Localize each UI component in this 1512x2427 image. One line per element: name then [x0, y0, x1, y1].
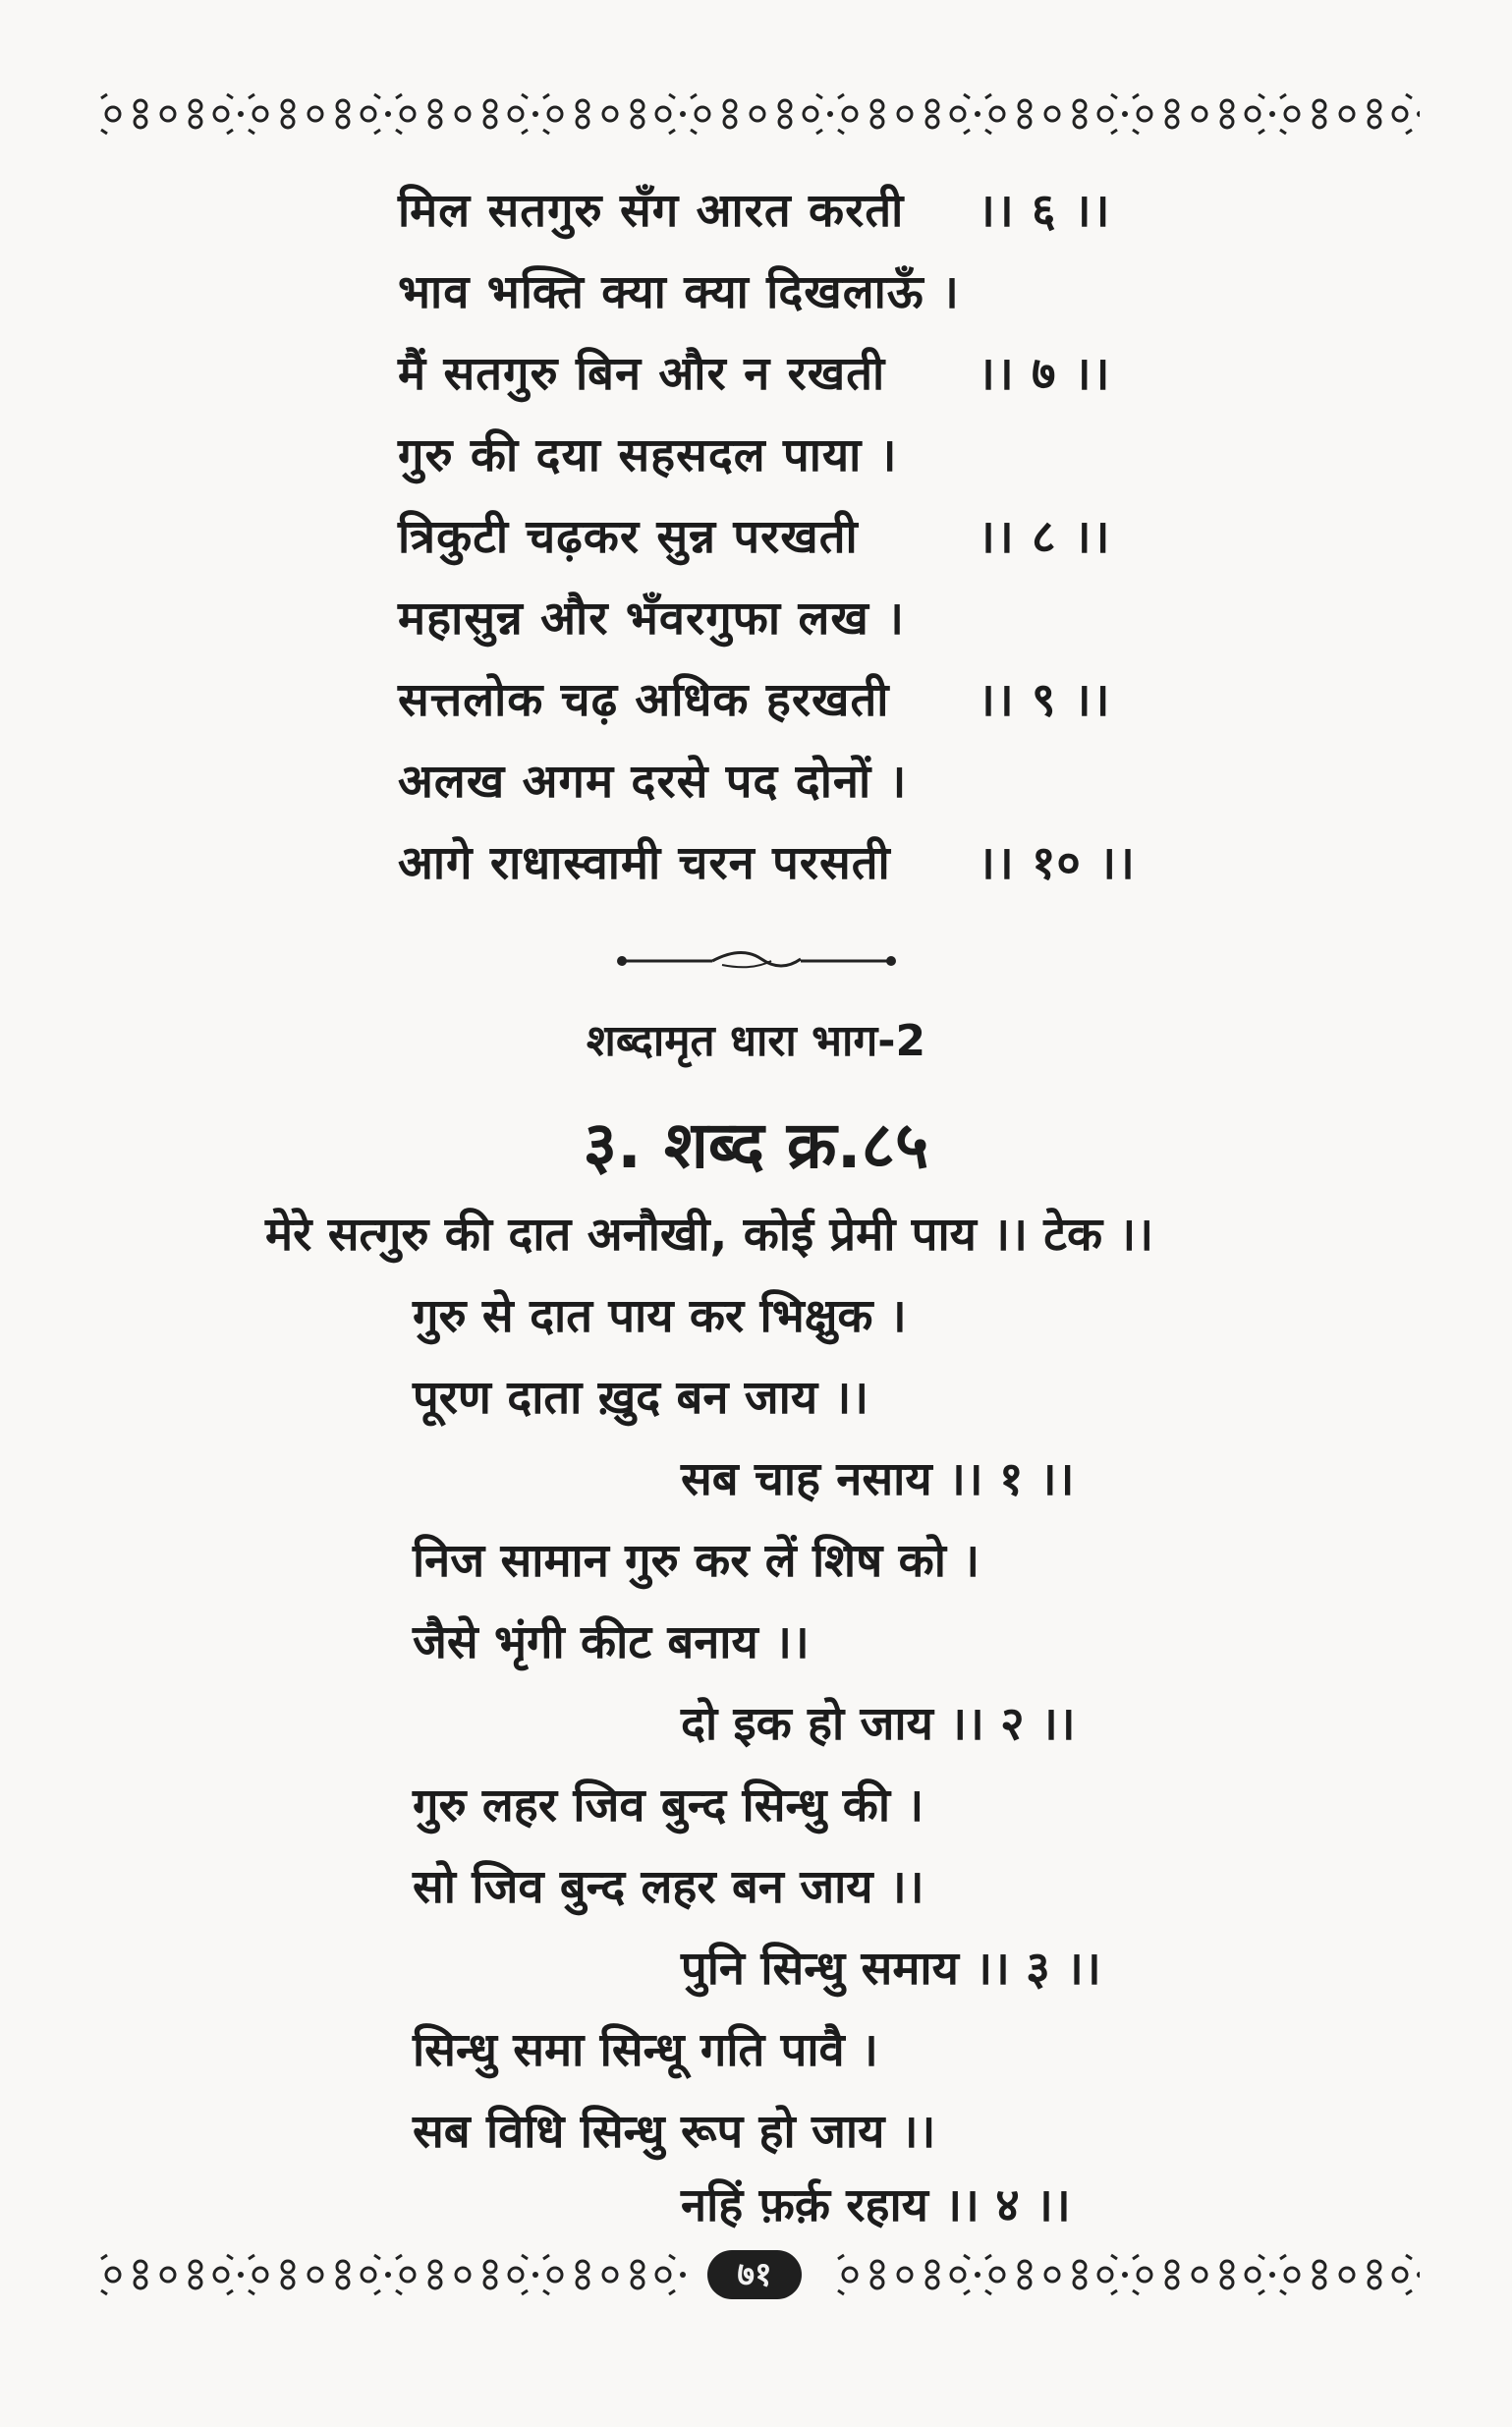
shabd-line: निज सामान गुरु कर लें शिष को ।: [413, 1534, 980, 1588]
verse-number: ।। १० ।।: [978, 836, 1136, 890]
shabd-line: पूरण दाता ख़ुद बन जाय ।।: [413, 1371, 869, 1425]
shabd-refrain: नहिं फ़र्क़ रहाय ।। ४ ।।: [681, 2178, 1071, 2232]
section-divider: [614, 941, 899, 981]
shabd-line: जैसे भृंगी कीट बनाय ।।: [413, 1615, 810, 1669]
book-subtitle: शब्दामृत धारा भाग-2: [586, 1016, 926, 1066]
shabd-line: गुरु से दात पाय कर भिक्षुक ।: [413, 1289, 907, 1343]
shabd-heading: ३. शब्द क्र.८५: [583, 1107, 929, 1183]
verse-line: त्रिकुटी चढ़कर सुन्न परखती: [398, 510, 859, 564]
shabd-line: सिन्धु समा सिन्धू गति पावै ।: [413, 2023, 878, 2077]
shabd-refrain: सब चाह नसाय ।। १ ।।: [681, 1452, 1075, 1506]
shabd-line: गुरु लहर जिव बुन्द सिन्धु की ।: [413, 1778, 924, 1833]
verse-line: मिल सतगुरु सँग आरत करती: [398, 184, 905, 238]
verse-number: ।। ६ ।।: [978, 184, 1111, 238]
verse-number: ।। ८ ।।: [978, 510, 1111, 564]
verse-line: आगे राधास्वामी चरन परसती: [398, 836, 891, 890]
verse-number: ।। ९ ।।: [978, 673, 1111, 727]
verse-line: भाव भक्ति क्या क्या दिखलाऊँ ।: [398, 265, 960, 319]
verse-line: अलख अगम दरसे पद दोनों ।: [398, 755, 908, 809]
verse-line: सत्तलोक चढ़ अधिक हरखती: [398, 673, 890, 727]
shabd-line: सब विधि सिन्धु रूप हो जाय ।।: [413, 2105, 936, 2159]
shabd-line: सो जिव बुन्द लहर बन जाय ।।: [413, 1860, 924, 1914]
verse-line: महासुन्न और भँवरगुफा लख ।: [398, 592, 905, 646]
verse-number: ।। ७ ।।: [978, 347, 1111, 401]
shabd-refrain: दो इक हो जाय ।। २ ।।: [681, 1697, 1076, 1751]
shabd-first-line: मेरे सत्गुरु की दात अनौखी, कोई प्रेमी पाय ।। टेक ।।: [265, 1208, 1154, 1262]
shabd-refrain: पुनि सिन्धु समाय ।। ३ ।।: [681, 1942, 1101, 1996]
page-number: ७१: [707, 2250, 802, 2299]
verse-line: मैं सतगुरु बिन और न रखती: [398, 347, 886, 401]
verse-line: गुरु की दया सहसदल पाया ।: [398, 428, 898, 482]
top-ornamental-border: [93, 86, 1420, 141]
